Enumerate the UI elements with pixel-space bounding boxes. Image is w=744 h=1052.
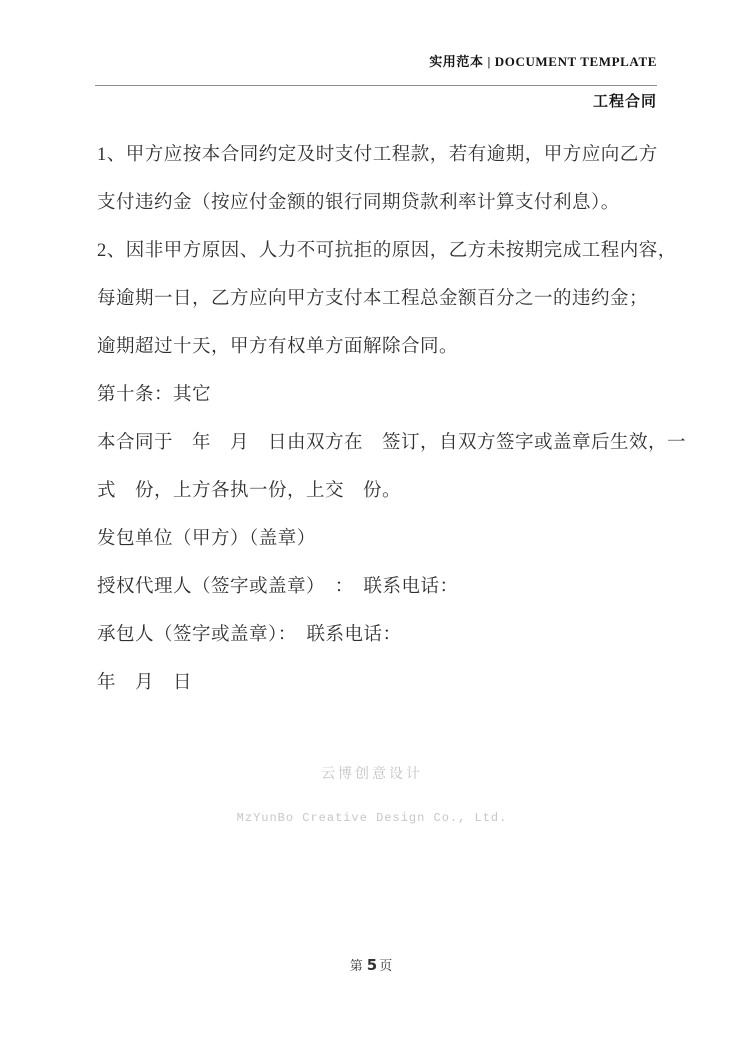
contract-clause-heading: 第十条：其它 xyxy=(97,385,212,405)
page-number-value: 5 xyxy=(366,956,378,974)
contract-line: 支付违约金（按应付金额的银行同期贷款利率计算支付利息）。 xyxy=(97,193,620,213)
document-title: 工程合同 xyxy=(592,94,657,110)
signature-line-date: 年 月 日 xyxy=(97,673,193,693)
contract-line: 式 份，上方各执一份，上交 份。 xyxy=(97,481,402,501)
header-divider xyxy=(95,85,657,86)
signature-line-employer: 发包单位（甲方）（盖章） xyxy=(97,529,316,549)
contract-line: 1、甲方应按本合同约定及时支付工程款，若有逾期，甲方应向乙方 xyxy=(97,145,658,165)
signature-line-agent: 授权代理人（签字或盖章） ： 联系电话： xyxy=(97,577,459,597)
watermark xyxy=(0,763,744,825)
signature-line-contractor: 承包人（签字或盖章）： 联系电话： xyxy=(97,625,402,645)
page-number-suffix: 页 xyxy=(379,958,395,973)
header-tagline: 实用范本 | DOCUMENT TEMPLATE xyxy=(429,54,657,69)
contract-body xyxy=(97,131,687,707)
contract-line: 每逾期一日，乙方应向甲方支付本工程总金额百分之一的违约金； xyxy=(97,289,649,309)
page-number-prefix: 第 xyxy=(349,958,365,973)
contract-line: 2、因非甲方原因、人力不可抗拒的原因，乙方未按期完成工程内容， xyxy=(97,241,677,261)
contract-line: 逾期超过十天，甲方有权单方面解除合同。 xyxy=(97,337,459,357)
watermark-company-cn: 云博创意设计 xyxy=(321,767,423,782)
watermark-company-en: MzYunBo Creative Design Co., Ltd. xyxy=(236,811,508,825)
page-number xyxy=(0,955,744,974)
contract-line: 本合同于 年 月 日由双方在 签订，自双方签字或盖章后生效，一 xyxy=(97,433,687,453)
